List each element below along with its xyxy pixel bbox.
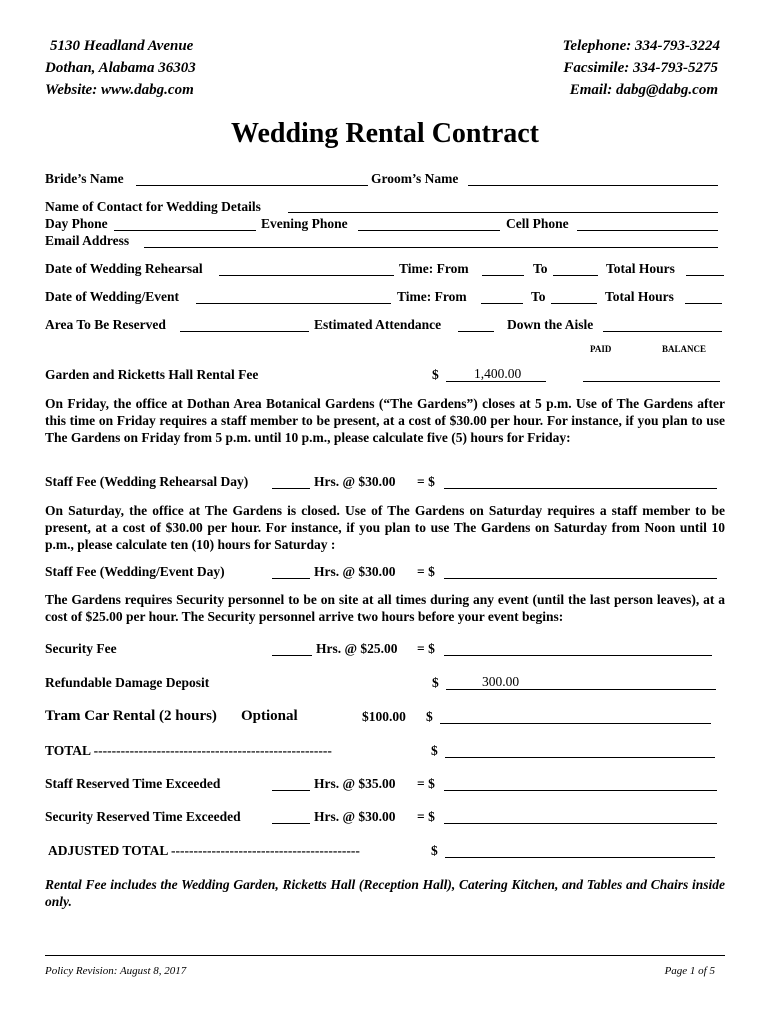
staff-event-hours-field[interactable] <box>272 578 310 579</box>
garden-fee-label: Garden and Ricketts Hall Rental Fee <box>45 367 259 382</box>
security-hours-field[interactable] <box>272 655 312 656</box>
tram-optional: Optional <box>241 708 298 724</box>
balance-column-header: BALANCE <box>662 344 707 354</box>
security-exceeded-equals: = $ <box>417 809 435 824</box>
tram-price: $100.00 <box>362 709 406 724</box>
deposit-amount: 300.00 <box>482 674 520 689</box>
contact-name-label: Name of Contact for Wedding Details <box>45 199 261 214</box>
event-total-hours-field[interactable] <box>685 303 722 304</box>
staff-exceeded-label: Staff Reserved Time Exceeded <box>45 776 221 791</box>
total-field[interactable] <box>445 757 715 758</box>
footer-divider <box>45 955 725 956</box>
staff-exceeded-rate: Hrs. @ $35.00 <box>314 776 396 791</box>
event-date-field[interactable] <box>196 303 391 304</box>
saturday-note: On Saturday, the office at The Gardens is closed. Use of The Gardens on Saturday requires a staff member to be present, at a cost of $30.00 per hour. For instance, if you plan to use The Gardens on Saturday from Noon until 10 p.m., please calculate ten (10) hours for Saturday : <box>45 503 725 552</box>
policy-revision: Policy Revision: August 8, 2017 <box>45 965 187 977</box>
tram-total-field[interactable] <box>440 723 711 724</box>
day-phone-label: Day Phone <box>45 216 108 231</box>
day-phone-field[interactable] <box>114 230 256 231</box>
adjusted-total-label: ADJUSTED TOTAL ------------------------------------------ <box>48 843 360 858</box>
email-address-label: Email Address <box>45 233 130 248</box>
staff-rehearsal-label: Staff Fee (Wedding Rehearsal Day) <box>45 474 249 489</box>
event-date-label: Date of Wedding/Event <box>45 289 180 304</box>
facsimile: Facsimile: 334-793-5275 <box>563 60 718 76</box>
staff-event-equals: = $ <box>417 564 435 579</box>
deposit-label: Refundable Damage Deposit <box>45 675 210 690</box>
evening-phone-field[interactable] <box>358 230 500 231</box>
total-label: TOTAL ----------------------------------------------------- <box>45 743 332 758</box>
security-total-field[interactable] <box>444 655 712 656</box>
area-reserved-field[interactable] <box>180 331 309 332</box>
tram-label: Tram Car Rental (2 hours) <box>45 708 217 724</box>
event-time-from-field[interactable] <box>481 303 523 304</box>
rehearsal-time-from-field[interactable] <box>482 275 524 276</box>
address-line-2: Dothan, Alabama 36303 <box>45 60 196 76</box>
event-to-label: To <box>531 289 546 304</box>
total-dollar: $ <box>431 743 438 758</box>
grooms-name-label: Groom’s Name <box>371 171 459 186</box>
estimated-attendance-field[interactable] <box>458 331 494 332</box>
rehearsal-to-field[interactable] <box>553 275 598 276</box>
garden-fee-balance-field[interactable] <box>583 381 720 382</box>
security-exceeded-total-field[interactable] <box>444 823 717 824</box>
event-total-hours-label: Total Hours <box>605 289 674 304</box>
security-fee-label: Security Fee <box>45 641 117 656</box>
telephone: Telephone: 334-793-3224 <box>562 38 720 54</box>
deposit-dollar: $ <box>432 675 439 690</box>
rehearsal-date-field[interactable] <box>219 275 394 276</box>
website[interactable]: Website: www.dabg.com <box>45 82 194 98</box>
down-the-aisle-label: Down the Aisle <box>507 317 594 332</box>
security-exceeded-hours-field[interactable] <box>272 823 310 824</box>
adjusted-total-field[interactable] <box>445 857 715 858</box>
garden-fee-amount: 1,400.00 <box>474 366 522 381</box>
page-number: Page 1 of 5 <box>664 965 715 977</box>
evening-phone-label: Evening Phone <box>261 216 348 231</box>
security-equals: = $ <box>417 641 435 656</box>
staff-exceeded-equals: = $ <box>417 776 435 791</box>
staff-rehearsal-rate: Hrs. @ $30.00 <box>314 474 396 489</box>
brides-name-field[interactable] <box>136 185 368 186</box>
staff-rehearsal-equals: = $ <box>417 474 435 489</box>
staff-rehearsal-hours-field[interactable] <box>272 488 310 489</box>
address-line-1: 5130 Headland Avenue <box>50 38 194 54</box>
staff-event-label: Staff Fee (Wedding/Event Day) <box>45 564 225 579</box>
security-note: The Gardens requires Security personnel to be on site at all times during any event (until the last person leaves), at a cost of $25.00 per hour. The Security personnel arrive two hours before your event begins: <box>45 592 725 624</box>
garden-fee-dollar: $ <box>432 367 439 382</box>
staff-rehearsal-total-field[interactable] <box>444 488 717 489</box>
cell-phone-field[interactable] <box>577 230 718 231</box>
paid-column-header: PAID <box>590 344 612 354</box>
rehearsal-total-hours-field[interactable] <box>686 275 724 276</box>
staff-exceeded-hours-field[interactable] <box>272 790 310 791</box>
grooms-name-field[interactable] <box>468 185 718 186</box>
adjusted-total-dollar: $ <box>431 843 438 858</box>
estimated-attendance-label: Estimated Attendance <box>314 317 442 332</box>
friday-note: On Friday, the office at Dothan Area Botanical Gardens (“The Gardens”) closes at 5 p.m. Use of The Gardens after this time on Friday requires a staff member to be present, at a cost of $30.00 per hour. For instance, if you plan to use The Gardens on Friday from 5 p.m. until 10 p.m., please calculate five (5) hours for Friday: <box>45 396 725 445</box>
security-rate: Hrs. @ $25.00 <box>316 641 398 656</box>
security-exceeded-label: Security Reserved Time Exceeded <box>45 809 241 824</box>
contact-name-field[interactable] <box>288 212 718 213</box>
includes-note: Rental Fee includes the Wedding Garden, Ricketts Hall (Reception Hall), Catering Kitchen, and Tables and Chairs inside only. <box>45 877 725 909</box>
email[interactable]: Email: dabg@dabg.com <box>569 82 718 98</box>
rehearsal-date-label: Date of Wedding Rehearsal <box>45 261 203 276</box>
area-reserved-label: Area To Be Reserved <box>45 317 166 332</box>
rehearsal-total-hours-label: Total Hours <box>606 261 675 276</box>
cell-phone-label: Cell Phone <box>506 216 569 231</box>
event-to-field[interactable] <box>551 303 597 304</box>
page-title: Wedding Rental Contract <box>231 118 539 149</box>
down-the-aisle-field[interactable] <box>603 331 722 332</box>
event-time-from-label: Time: From <box>397 289 467 304</box>
staff-event-rate: Hrs. @ $30.00 <box>314 564 396 579</box>
security-exceeded-rate: Hrs. @ $30.00 <box>314 809 396 824</box>
staff-exceeded-total-field[interactable] <box>444 790 717 791</box>
staff-event-total-field[interactable] <box>444 578 717 579</box>
rehearsal-time-from-label: Time: From <box>399 261 469 276</box>
rehearsal-to-label: To <box>533 261 548 276</box>
email-address-field[interactable] <box>144 247 718 248</box>
tram-dollar: $ <box>426 709 433 724</box>
brides-name-label: Bride’s Name <box>45 171 124 186</box>
